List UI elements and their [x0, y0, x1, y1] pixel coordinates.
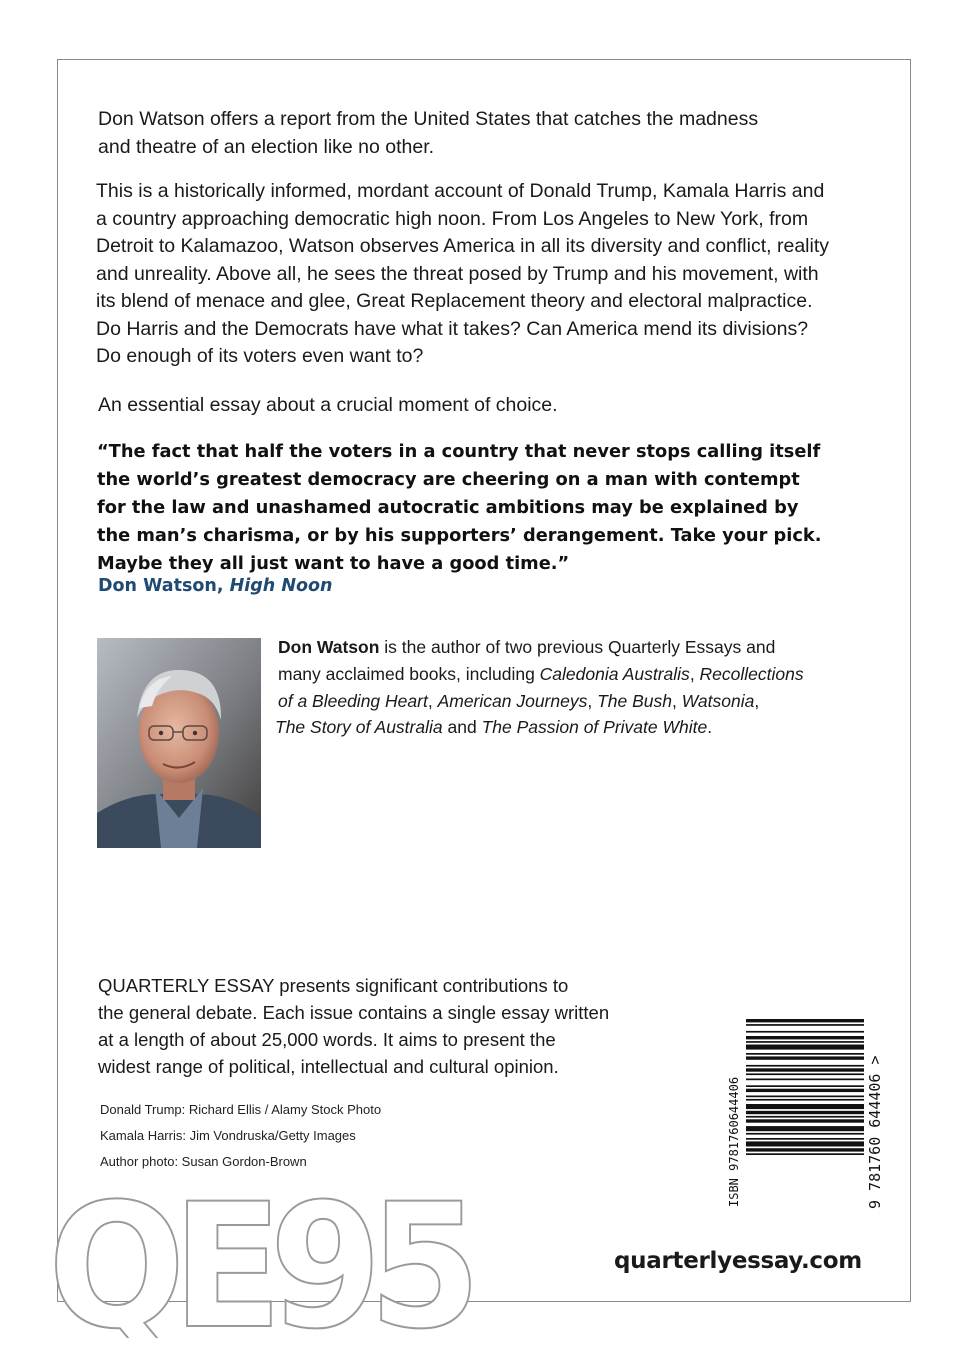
barcode-bar	[746, 1065, 864, 1067]
barcode-bar	[746, 1099, 864, 1101]
barcode-bar	[746, 1141, 864, 1146]
quote-line: “The fact that half the voters in a country that never stops calling itself	[97, 441, 821, 462]
barcode-bar	[746, 1119, 864, 1122]
barcode-bar	[746, 1153, 864, 1155]
barcode-bar	[746, 1096, 864, 1098]
intro-line: and theatre of an election like no other.	[98, 135, 435, 158]
barcode-bar	[746, 1073, 864, 1075]
photo-credit-trump: Donald Trump: Richard Ellis / Alamy Stock Photo	[100, 1102, 382, 1117]
book-title: The Passion of Private White	[481, 717, 708, 738]
barcode-bar	[746, 1126, 864, 1131]
book-title: Caledonia Australis	[539, 663, 690, 684]
description-line: the general debate. Each issue contains a single essay written	[98, 1002, 610, 1023]
barcode-bar	[746, 1031, 864, 1033]
quote-line: Maybe they all just want to have a good time.”	[97, 553, 570, 574]
author-photo	[97, 638, 261, 848]
attribution-book: High Noon	[229, 576, 333, 596]
barcode-bar	[746, 1085, 864, 1087]
barcode-bar	[746, 1089, 864, 1092]
summary-line: its blend of menace and glee, Great Replacement theory and electoral malpractice.	[96, 290, 813, 312]
description-line: QUARTERLY ESSAY presents significant contributions to	[98, 975, 569, 996]
book-title: The Bush	[597, 690, 672, 711]
barcode-bar	[746, 1045, 864, 1050]
bio-text: many acclaimed books, including	[278, 663, 540, 684]
qe95-logo-text: QE95	[48, 1178, 471, 1338]
barcode-bar	[746, 1111, 864, 1114]
barcode-bar	[746, 1056, 864, 1059]
book-title: Watsonia	[681, 690, 755, 711]
pull-quote	[97, 438, 857, 578]
barcode-bar	[746, 1079, 864, 1081]
author-portrait-illustration	[97, 638, 261, 848]
book-title: The Story of Australia	[275, 717, 443, 738]
book-title: of a Bleeding Heart	[278, 690, 428, 711]
summary-paragraph	[96, 178, 886, 371]
bio-separator: ,	[689, 663, 700, 684]
book-title: American Journeys	[437, 690, 588, 711]
bio-separator: ,	[427, 690, 438, 711]
barcode-bar	[746, 1041, 864, 1043]
summary-line: This is a historically informed, mordant account of Donald Trump, Kamala Harris and	[96, 180, 825, 202]
barcode-bar	[746, 1036, 864, 1039]
bio-separator: ,	[672, 690, 682, 711]
author-bio	[275, 634, 858, 741]
barcode-bar	[746, 1068, 864, 1071]
barcode-bar	[746, 1053, 864, 1055]
bio-line	[275, 714, 858, 741]
isbn-barcode	[722, 1015, 888, 1215]
photo-credit-harris: Kamala Harris: Jim Vondruska/Getty Images	[100, 1128, 356, 1143]
summary-line: Do enough of its voters even want to?	[96, 345, 424, 367]
quote-attribution	[98, 576, 332, 596]
summary-line: and unreality. Above all, he sees the threat posed by Trump and his movement, with	[96, 262, 819, 285]
intro-line: Don Watson offers a report from the United States that catches the madness	[98, 108, 759, 130]
barcode-digits: 9 781760 644406 >	[866, 1055, 884, 1209]
description-line: widest range of political, intellectual and cultural opinion.	[98, 1056, 559, 1077]
bio-separator: and	[442, 717, 482, 738]
bio-line	[278, 634, 858, 661]
bio-separator: ,	[754, 690, 760, 711]
barcode-bar	[746, 1133, 864, 1135]
barcode-bar	[746, 1104, 864, 1109]
quote-line: for the law and unashamed autocratic ambitions may be explained by	[97, 497, 799, 518]
book-title: Recollections	[699, 663, 804, 684]
photo-credit-author: Author photo: Susan Gordon-Brown	[100, 1154, 307, 1169]
summary-line: Detroit to Kalamazoo, Watson observes America in all its diversity and conflict, reality	[96, 235, 829, 257]
attribution-author: Don Watson,	[98, 576, 224, 596]
barcode-graphic	[722, 1015, 888, 1215]
bio-name: Don Watson	[278, 637, 380, 657]
qe95-logo	[44, 1178, 474, 1338]
bio-separator: ,	[587, 690, 598, 711]
bio-line	[278, 661, 858, 688]
intro-paragraph	[98, 106, 758, 161]
quote-line: the man’s charisma, or by his supporters’ derangement. Take your pick.	[97, 525, 822, 546]
isbn-label: ISBN 9781760644406	[727, 1076, 741, 1207]
barcode-bar	[746, 1148, 864, 1151]
quote-line: the world’s greatest democracy are cheering on a man with contempt	[97, 469, 800, 490]
bio-separator: .	[707, 717, 713, 738]
barcode-bar	[746, 1024, 864, 1026]
website-link[interactable]: quarterlyessay.com	[614, 1248, 862, 1274]
barcode-bars	[746, 1019, 864, 1155]
bio-text: is the author of two previous Quarterly Essays and	[379, 637, 776, 657]
closing-line: An essential essay about a crucial moment of choice.	[98, 394, 558, 416]
barcode-bar	[746, 1116, 864, 1118]
barcode-bar	[746, 1019, 864, 1022]
summary-line: Do Harris and the Democrats have what it takes? Can America mend its divisions?	[96, 317, 809, 340]
bio-line	[278, 688, 858, 715]
barcode-bar	[746, 1138, 864, 1140]
summary-line: a country approaching democratic high noon. From Los Angeles to New York, from	[96, 207, 809, 230]
description-line: at a length of about 25,000 words. It aims to present the	[98, 1029, 556, 1050]
quarterly-essay-description	[98, 972, 658, 1080]
qe95-logo-graphic	[44, 1178, 474, 1338]
